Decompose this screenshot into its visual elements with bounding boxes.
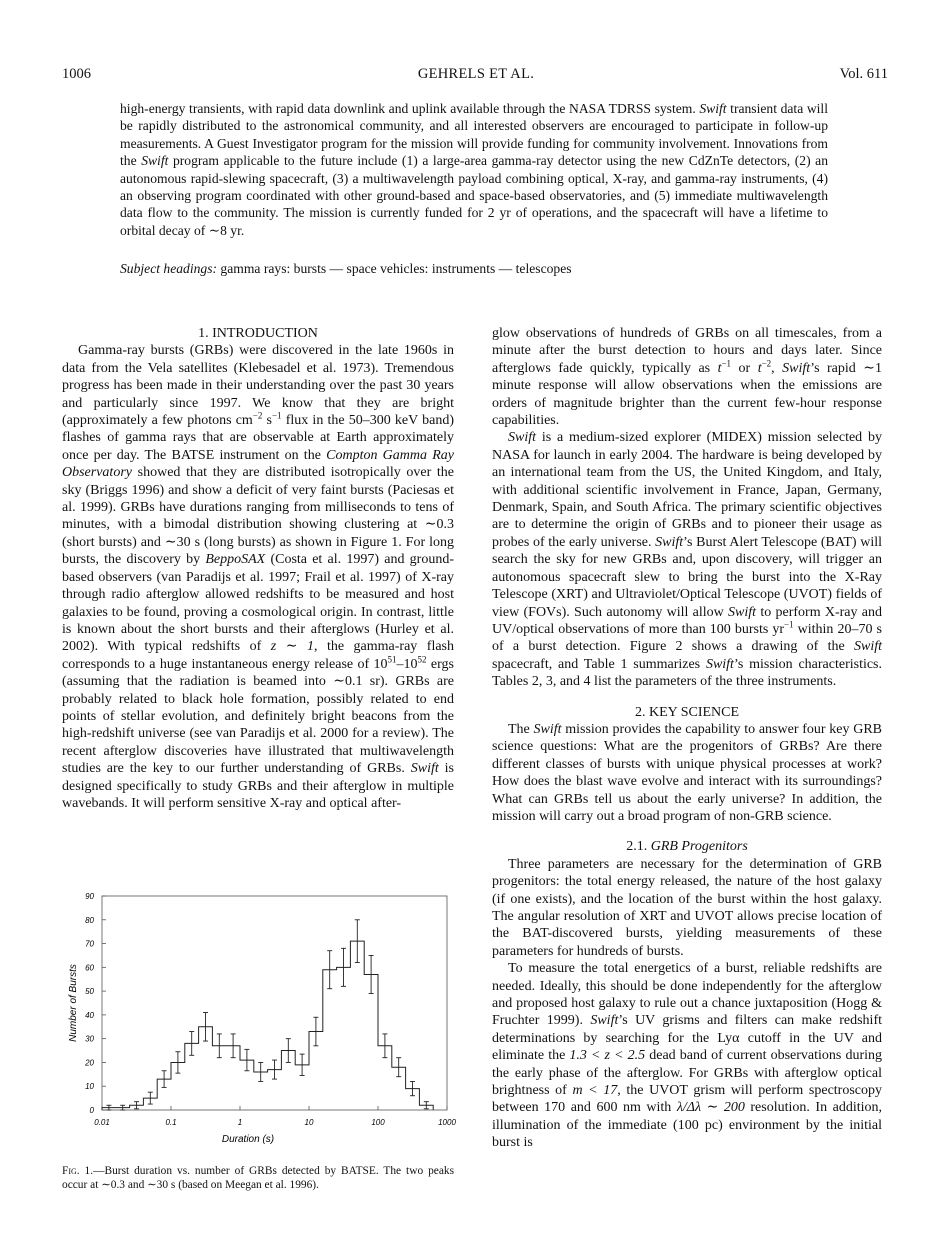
y-tick-label: 20 — [85, 1058, 94, 1068]
x-tick-label: 1000 — [438, 1118, 456, 1127]
intro-paragraph: Gamma-ray bursts (GRBs) were discovered in the late 1960s in data from the Vela satellites (Klebesadel et al. 1973). Tremendous progress has been made in their understanding over the past 30 years and particularly since 1997. We know that they are bright (approximately a few photons $cm^{-2}$ $s^{-1}$ flux in the 50–300 keV band) flashes of gamma rays that are observable at Earth approximately once per day. The BATSE instrument on the Compton Gamma Ray Observatory showed that they are distributed isotropically over the sky (Briggs 1996) and show a deficit of very faint bursts (Paciesas et al. 1999). GRBs have durations ranging from milliseconds to tens of minutes, with a bimodal distribution showing clustering at ∼0.3 (short bursts) and ∼30 s (long bursts) as shown in Figure 1. For long bursts, the discovery by BeppoSAX (Costa et al. 1997) and ground-based observers (van Paradijs et al. 1997; Frail et al. 1997) of X-ray through radio afterglow allowed redshifts to be measured and host galaxies to be found, proving a cosmological origin. In contrast, little is known about the short bursts and their afterglows (Hurley et al. 2002). With typical redshifts of z ∼ 1, the gamma-ray flash corresponds to a huge instantaneous energy release of $10^{51}-10^{52}$ ergs (assuming that the radiation is beamed into ∼0.1 sr). GRBs are probably related to black hole formation, possibly related to end points of stellar evolution, and definitely bright beacons from the high-redshift universe (see van Paradijs et al. 2000 for a review). The recent afterglow discoveries have illustrated that multiwavelength studies are the key to our further understanding of GRBs. Swift is designed specifically to study GRBs and their afterglow in multiple wavebands. It will perform sensitive X-ray and optical after- — [62, 343, 454, 811]
running-head-authors: GEHRELS ET AL. — [417, 66, 535, 82]
left-column — [62, 325, 454, 812]
key-science-paragraph: The Swift mission provides the capability to answer four key GRB science questions: What are the progenitors of GRBs? Are there different classes of bursts with unique physical processes at work? How does the blast wave evolve and interact with its surroundings? What can GRBs tell us about the early universe? In addition, the mission will carry out a broad program of non-GRB science. — [492, 721, 882, 824]
x-axis-label: Duration (s) — [221, 1134, 275, 1145]
y-tick-label: 80 — [85, 915, 94, 925]
x-tick-label: 1 — [237, 1118, 243, 1127]
progenitors-paragraph-2: To measure the total energetics of a burst, reliable redshifts are needed. Ideally, this should be done independently for the afterglow and proposed host galaxy to rule out a chance juxtaposition (Hogg & Fruchter 1999). Swift’s UV grisms and filters can make redshift determinations by searching for the Lyα cutoff in the UV and eliminate the 1.3 < z < 2.5 dead band of current observations during the early phase of the afterglow. For GRBs with afterglow optical brightness of m < 17, the UVOT grism will perform spectroscopy between 170 and 600 nm with λ/Δλ ∼ 200 resolution. In addition, illumination of the immediate (100 pc) environment by the initial burst is — [492, 961, 883, 1151]
volume-label: Vol. 611 — [839, 66, 888, 82]
subsection-title-progenitors: 2.1. GRB Progenitors — [626, 839, 748, 855]
subject-headings: Subject headings: gamma rays: bursts — space vehicles: instruments — telescopes — [120, 261, 572, 276]
continued-paragraph: glow observations of hundreds of GRBs on all timescales, from a minute after the burst detection to hours and days later. Since afterglows fade quickly, typically as $t^{-1}$ or $t^{-2}$, Swift’s rapid ∼1 minute response will allow observations when the emissions are orders of magnitude brighter than the current few-hour response capabilities. — [492, 326, 882, 429]
burst-duration-histogram — [62, 888, 454, 1150]
y-tick-label: 50 — [85, 987, 94, 997]
y-tick-label: 30 — [85, 1034, 94, 1044]
y-tick-label: 40 — [85, 1010, 94, 1020]
figure-1 — [62, 888, 454, 1150]
y-axis-label: Number of Bursts — [68, 964, 79, 1042]
section-title-introduction: 1. INTRODUCTION — [198, 326, 318, 341]
figure-caption: Fig. 1.—Burst duration vs. number of GRBs detected by BATSE. The two peaks occur at ∼0.3 and ∼30 s (based on Meegan et al. 1996). — [62, 1165, 454, 1191]
page-number: 1006 — [62, 66, 91, 82]
y-tick-label: 10 — [85, 1082, 94, 1092]
y-tick-label: 60 — [85, 963, 94, 973]
right-column — [492, 325, 882, 1152]
x-tick-label: 0.1 — [165, 1118, 177, 1127]
progenitors-paragraph-1: Three parameters are necessary for the determination of GRB progenitors: the total energy released, the nature of the host galaxy (if one exists), and the location of the burst within the host galaxy. The angular resolution of XRT and UVOT allows precise location of the BAT-discovered bursts, yielding measurements of these parameters for hundreds of bursts. — [492, 856, 882, 959]
x-tick-label: 100 — [371, 1118, 385, 1127]
y-tick-label: 90 — [85, 892, 94, 901]
x-tick-label: 0.01 — [94, 1118, 110, 1127]
y-tick-label: 70 — [85, 939, 94, 949]
x-tick-label: 10 — [304, 1118, 314, 1127]
histogram-step-line — [102, 941, 433, 1110]
section-title-key-science: 2. KEY SCIENCE — [634, 704, 740, 720]
mission-paragraph: Swift is a medium-sized explorer (MIDEX) mission selected by NASA for launch in early 2004. The hardware is being developed by an international team from the US, the United Kingdom, and Italy, with additional scientific involvement in France, Japan, Germany, Denmark, Spain, and South Africa. The primary scientific objectives are to determine the origin of GRBs and to pioneer their usage as probes of the early universe. Swift’s Burst Alert Telescope (BAT) will search the sky for new GRBs and, upon discovery, will trigger an autonomous spacecraft slew to bring the burst into the X-Ray Telescope (XRT) and Ultraviolet/Optical Telescope (UVOT) fields of view (FOVs). Such autonomy will allow Swift to perform X-ray and UV/optical observations of more than 100 bursts $yr^{-1}$ within 20–70 s of a burst detection. Figure 2 shows a drawing of the Swift spacecraft, and Table 1 summarizes Swift’s mission characteristics. Tables 2, 3, and 4 list the parameters of the three instruments. — [492, 430, 883, 690]
y-tick-label: 0 — [89, 1106, 94, 1115]
abstract: high-energy transients, with rapid data downlink and uplink available through the NASA TDRSS system. Swift transient data will be rapidly distributed to the astronomical community, and all interested observers are encouraged to participate in follow-up measurements. A Guest Investigator program for the mission will provide funding for community involvement. Innovations from the Swift program applicable to the future include (1) a large-area gamma-ray detector using the new CdZnTe detectors, (2) an autonomous rapid-slewing spacecraft, (3) a multiwavelength payload combining optical, X-ray, and gamma-ray instruments, (4) an observing program coordinated with other ground-based and space-based observatories, and (5) immediate multiwavelength data flow to the community. The mission is currently funded for 2 yr of operations, and the spacecraft will have a lifetime to orbital decay of ∼8 yr. — [120, 101, 828, 238]
